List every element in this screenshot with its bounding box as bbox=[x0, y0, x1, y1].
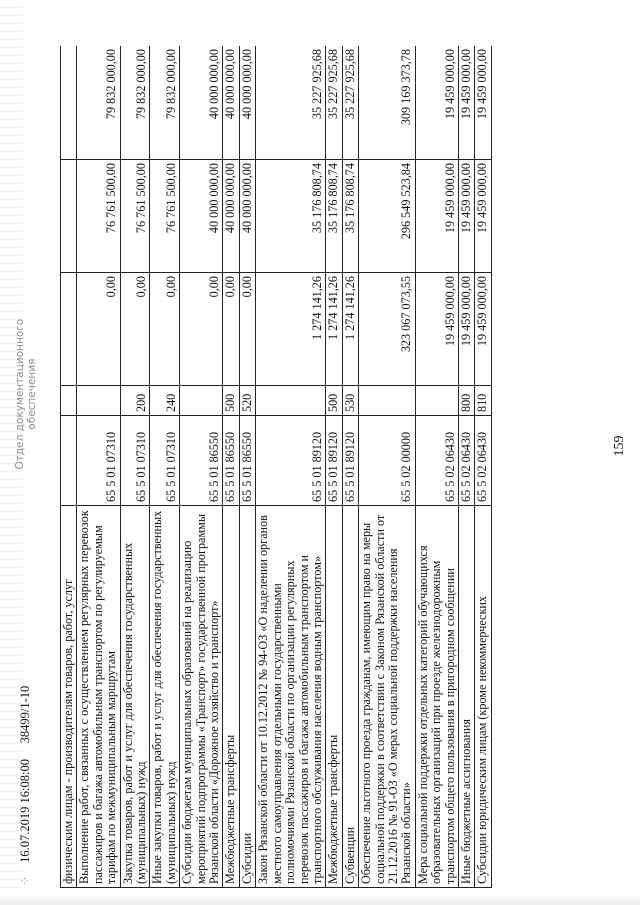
table-row bbox=[223, 46, 239, 888]
row-target-code: 65 5 01 89120 bbox=[256, 416, 326, 506]
row-value-2019: 1 274 141,26 bbox=[256, 273, 326, 386]
row-target-code: 65 5 01 86550 bbox=[180, 416, 223, 506]
budget-table bbox=[60, 46, 492, 888]
table-row bbox=[150, 46, 180, 888]
row-value-2020: 35 176 808,74 bbox=[326, 160, 342, 273]
row-value-2020: 19 459 000,00 bbox=[458, 160, 474, 273]
table-row bbox=[415, 46, 458, 888]
row-value-2020: 19 459 000,00 bbox=[415, 160, 458, 273]
row-value-2021: 79 832 000,00 bbox=[77, 46, 120, 160]
scan-edge-bottom bbox=[0, 895, 640, 905]
row-expense-type bbox=[180, 386, 223, 416]
row-value-2021: 35 227 925,68 bbox=[342, 46, 358, 160]
row-target-code bbox=[61, 416, 77, 506]
row-value-2021: 40 000 000,00 bbox=[223, 46, 239, 160]
row-value-2020: 40 000 000,00 bbox=[180, 160, 223, 273]
row-value-2021: 35 227 925,68 bbox=[256, 46, 326, 160]
row-expense-type: 530 bbox=[342, 386, 358, 416]
row-expense-type bbox=[61, 386, 77, 416]
row-value-2019: 0,00 bbox=[239, 273, 255, 386]
row-value-2021: 40 000 000,00 bbox=[180, 46, 223, 160]
row-value-2020: 296 549 523,84 bbox=[359, 160, 416, 273]
table-row bbox=[77, 46, 120, 888]
table-row bbox=[61, 46, 77, 888]
row-target-code: 65 5 01 86550 bbox=[239, 416, 255, 506]
row-value-2020: 19 459 000,00 bbox=[475, 160, 491, 273]
registry-stamp bbox=[14, 319, 38, 470]
row-value-2021: 309 169 373,78 bbox=[359, 46, 416, 160]
stamp-line-2: обеспечения bbox=[26, 358, 38, 430]
row-value-2021: 19 459 000,00 bbox=[475, 46, 491, 160]
row-expense-type bbox=[359, 386, 416, 416]
row-value-2021: 19 459 000,00 bbox=[415, 46, 458, 160]
row-value-2021: 79 832 000,00 bbox=[120, 46, 150, 160]
table-row bbox=[239, 46, 255, 888]
row-name: Межбюджетные трансферты bbox=[223, 506, 239, 888]
table-row bbox=[120, 46, 150, 888]
row-value-2020: 76 761 500,00 bbox=[77, 160, 120, 273]
row-value-2019: 19 459 000,00 bbox=[475, 273, 491, 386]
page-number: 159 bbox=[612, 435, 627, 457]
row-value-2021: 35 227 925,68 bbox=[326, 46, 342, 160]
row-value-2020 bbox=[61, 160, 77, 273]
footer-timestamp: 16.07.2019 16:08:00 bbox=[17, 758, 32, 863]
row-target-code: 65 5 01 86550 bbox=[223, 416, 239, 506]
row-name: Субвенции bbox=[342, 506, 358, 888]
budget-table-area bbox=[60, 46, 590, 888]
row-value-2020: 76 761 500,00 bbox=[150, 160, 180, 273]
row-target-code: 65 5 02 06430 bbox=[458, 416, 474, 506]
row-value-2019: 19 459 000,00 bbox=[458, 273, 474, 386]
row-value-2019: 0,00 bbox=[77, 273, 120, 386]
row-expense-type: 810 bbox=[475, 386, 491, 416]
row-target-code: 65 5 02 06430 bbox=[475, 416, 491, 506]
row-value-2019: 1 274 141,26 bbox=[342, 273, 358, 386]
footer-doc-id: 38499/1-10 bbox=[17, 685, 32, 744]
row-name: Иные закупки товаров, работ и услуг для обеспечения государственных (муниципальных) нужд bbox=[150, 506, 180, 888]
row-expense-type: 500 bbox=[223, 386, 239, 416]
table-row bbox=[359, 46, 416, 888]
table-row bbox=[342, 46, 358, 888]
stamp-line-1: Отдел документационного bbox=[14, 318, 26, 470]
row-value-2020: 76 761 500,00 bbox=[120, 160, 150, 273]
row-name: Закон Рязанской области от 10.12.2012 № 94-ОЗ «О наделении органов местного самоуправления отдельными государственными полномочиями Рязанской области по организации регулярных перевозок пассажиров и багажа автомобильным транспортом и транспортного обслуживания населения водным транспортом» bbox=[256, 506, 326, 888]
row-value-2021: 19 459 000,00 bbox=[458, 46, 474, 160]
table-row bbox=[180, 46, 223, 888]
table-row bbox=[256, 46, 326, 888]
row-value-2020: 40 000 000,00 bbox=[239, 160, 255, 273]
row-name: Мера социальной поддержки отдельных категорий обучающихся образовательных организаций при проезде железнодорожным транспортом общего пользования в пригородном сообщении bbox=[415, 506, 458, 888]
row-target-code: 65 5 01 07310 bbox=[150, 416, 180, 506]
row-target-code: 65 5 01 07310 bbox=[77, 416, 120, 506]
row-expense-type: 800 bbox=[458, 386, 474, 416]
row-value-2019: 0,00 bbox=[180, 273, 223, 386]
row-target-code: 65 5 02 06430 bbox=[415, 416, 458, 506]
row-target-code: 65 5 01 07310 bbox=[120, 416, 150, 506]
row-expense-type bbox=[77, 386, 120, 416]
budget-table-rotated bbox=[60, 46, 590, 888]
row-expense-type: 520 bbox=[239, 386, 255, 416]
row-expense-type bbox=[256, 386, 326, 416]
row-value-2019: 19 459 000,00 bbox=[415, 273, 458, 386]
footer bbox=[14, 6, 38, 886]
row-expense-type: 240 bbox=[150, 386, 180, 416]
row-name: Субсидии бюджетам муниципальных образований на реализацию мероприятий подпрограммы «Транспорт» государственной программы Рязанской области «Дорожное хозяйство и транспорт» bbox=[180, 506, 223, 888]
row-value-2020: 35 176 808,74 bbox=[342, 160, 358, 273]
table-body bbox=[61, 46, 492, 888]
row-name: Иные бюджетные ассигнования bbox=[458, 506, 474, 888]
table-row bbox=[326, 46, 342, 888]
table-row bbox=[475, 46, 491, 888]
row-value-2019: 0,00 bbox=[223, 273, 239, 386]
row-target-code: 65 5 01 89120 bbox=[326, 416, 342, 506]
row-target-code: 65 5 02 00000 bbox=[359, 416, 416, 506]
row-name: Межбюджетные трансферты bbox=[326, 506, 342, 888]
row-name: физическим лицам - производителям товаров, работ, услуг bbox=[61, 506, 77, 888]
table-row bbox=[458, 46, 474, 888]
row-value-2019 bbox=[61, 273, 77, 386]
row-value-2020: 35 176 808,74 bbox=[256, 160, 326, 273]
row-value-2020: 40 000 000,00 bbox=[223, 160, 239, 273]
row-name: Субсидии юридическим лицам (кроме некоммерческих bbox=[475, 506, 491, 888]
row-name: Выполнение работ, связанных с осуществлением регулярных перевозок пассажиров и багажа автомобильным транспортом по регулируемым тарифам по межмуниципальным маршрутам bbox=[77, 506, 120, 888]
row-expense-type bbox=[415, 386, 458, 416]
row-name: Закупка товаров, работ и услуг для обеспечения государственных (муниципальных) нужд bbox=[120, 506, 150, 888]
row-expense-type: 200 bbox=[120, 386, 150, 416]
row-value-2021: 40 000 000,00 bbox=[239, 46, 255, 160]
row-value-2019: 1 274 141,26 bbox=[326, 273, 342, 386]
row-name: Субсидии bbox=[239, 506, 255, 888]
scan-mark-icon: ⁘ bbox=[17, 875, 32, 886]
row-expense-type: 500 bbox=[326, 386, 342, 416]
row-value-2019: 0,00 bbox=[120, 273, 150, 386]
row-value-2019: 0,00 bbox=[150, 273, 180, 386]
row-value-2019: 323 067 073,55 bbox=[359, 273, 416, 386]
row-value-2021 bbox=[61, 46, 77, 160]
row-name: Обеспечение льготного проезда гражданам, имеющим право на меры социальной поддержки в соответствии с Законом Рязанской области от 21.12.2016 № 91-ОЗ «О мерах социальной поддержки населения Рязанской области» bbox=[359, 506, 416, 888]
row-target-code: 65 5 01 89120 bbox=[342, 416, 358, 506]
row-value-2021: 79 832 000,00 bbox=[150, 46, 180, 160]
